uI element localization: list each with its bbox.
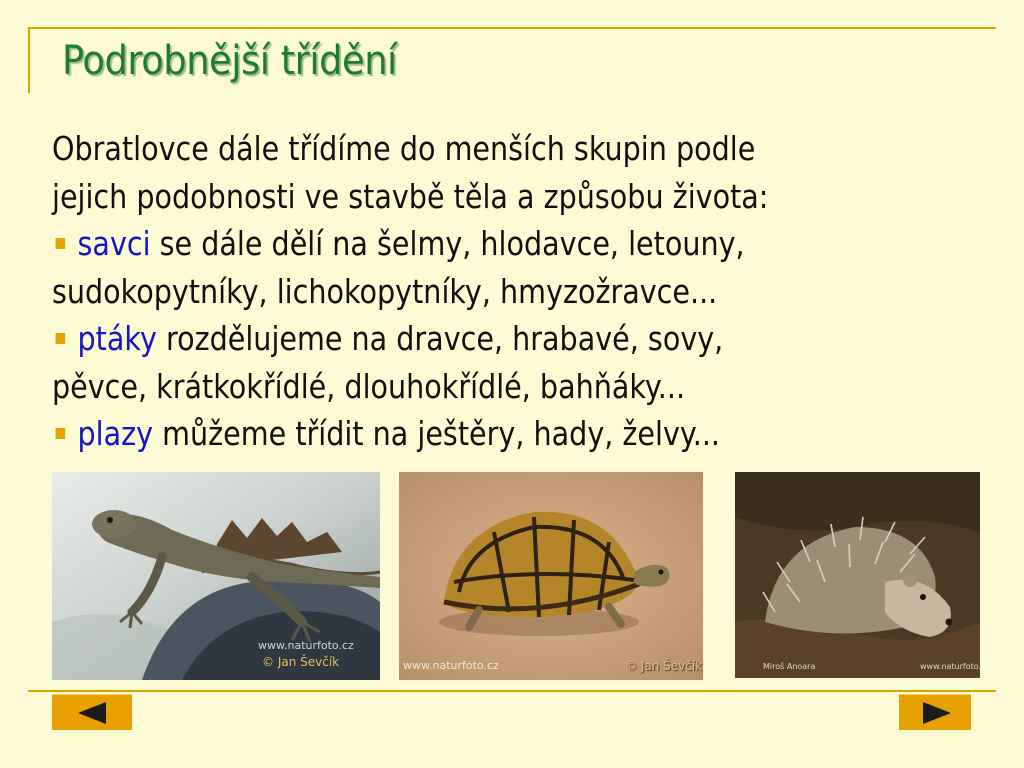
keyword-mammals: savci bbox=[77, 225, 151, 263]
lizard-photo bbox=[52, 472, 380, 680]
intro-line-2: jejich podobnosti ve stavbě těla a způsobu života: bbox=[52, 177, 769, 216]
bullet-reptiles bbox=[52, 411, 879, 459]
keyword-birds: ptáky bbox=[77, 320, 157, 358]
bullet-birds-text: rozdělujeme na dravce, hrabavé, sovy, bbox=[156, 320, 724, 358]
hedgehog-photo bbox=[735, 472, 990, 678]
keyword-reptiles: plazy bbox=[77, 415, 154, 453]
bullet-square-icon bbox=[56, 238, 66, 249]
bullet-reptiles-text: můžeme třídit na ještěry, hady, želvy... bbox=[153, 415, 721, 453]
bullet-mammals-continuation: sudokopytníky, lichokopytníky, hmyzožravce... bbox=[52, 272, 718, 311]
intro-line-1: Obratlovce dále třídíme do menších skupin podle bbox=[52, 130, 756, 168]
bullet-mammals bbox=[52, 221, 879, 269]
photo-watermark-right: www.naturfoto.cz bbox=[920, 662, 990, 671]
bullet-mammals-text: se dále dělí na šelmy, hlodavce, letouny, bbox=[150, 225, 745, 263]
photo-watermark-left: Miroš Anoara bbox=[763, 662, 816, 671]
title-accent-bar bbox=[28, 27, 30, 93]
photo-watermark: www.naturfoto.cz bbox=[403, 659, 499, 672]
bullet-square-icon bbox=[56, 333, 66, 344]
triangle-right-icon bbox=[899, 695, 971, 731]
bullet-square-icon bbox=[56, 428, 66, 439]
photo-watermark: www.naturfoto.cz bbox=[258, 639, 354, 652]
tortoise-photo bbox=[399, 472, 703, 680]
slide-title: Podrobnější třídění bbox=[62, 38, 397, 84]
bullet-birds bbox=[52, 316, 879, 364]
photo-credit: © Jan Ševčík bbox=[625, 659, 703, 673]
bullet-birds-continuation: pěvce, krátkokřídlé, dlouhokřídlé, bahňáky... bbox=[52, 367, 686, 406]
slide-body bbox=[52, 126, 879, 459]
previous-slide-button[interactable] bbox=[52, 694, 132, 730]
triangle-left-icon bbox=[52, 695, 132, 731]
next-slide-button[interactable] bbox=[899, 694, 971, 730]
photo-credit: © Jan Ševčík bbox=[262, 655, 340, 669]
top-rule bbox=[28, 27, 996, 29]
bottom-rule bbox=[28, 690, 996, 692]
